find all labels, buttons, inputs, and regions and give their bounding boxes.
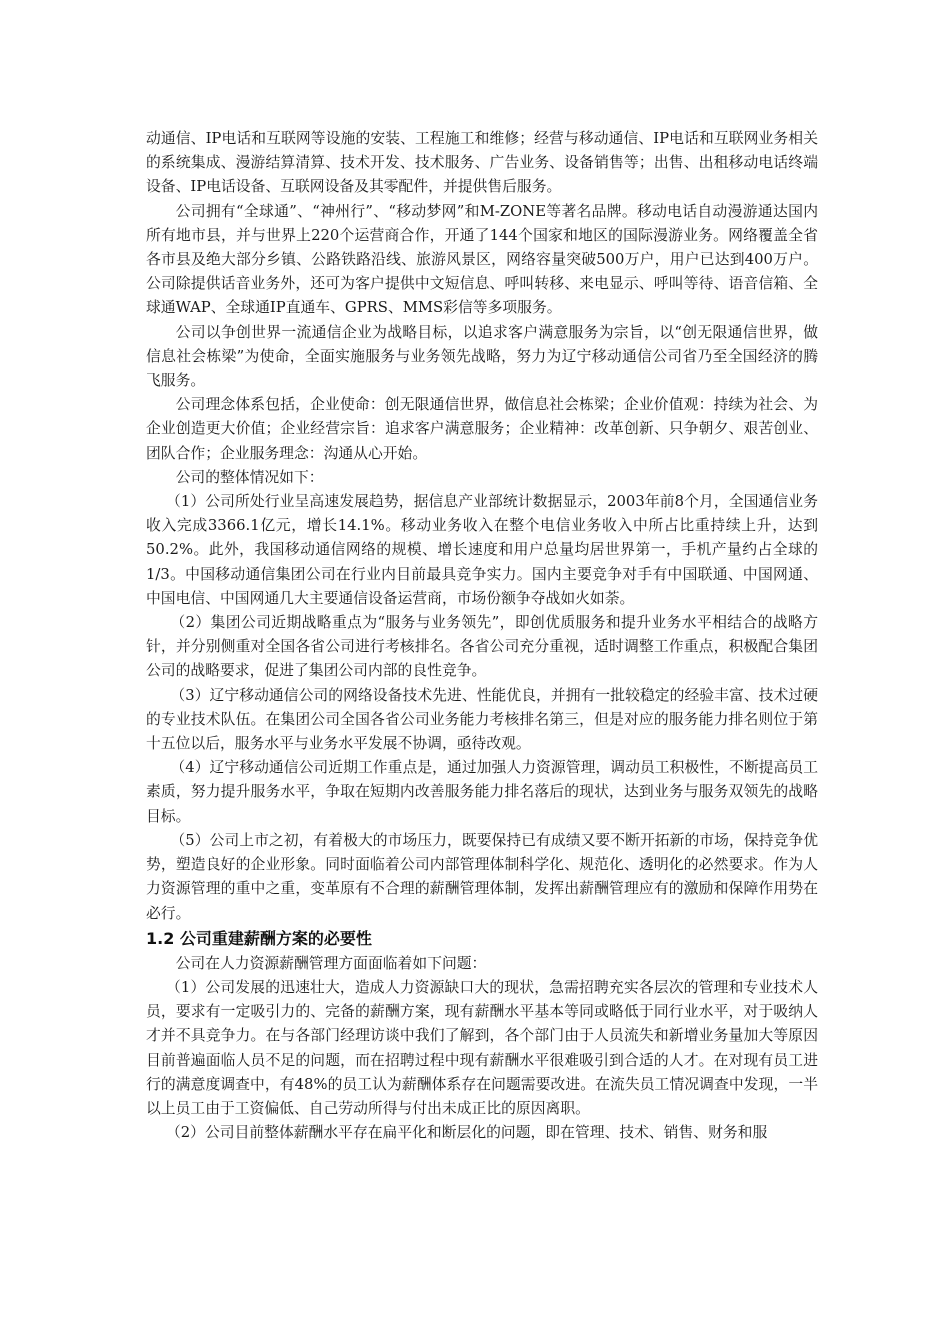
list-item-5: （5）公司上市之初，有着极大的市场压力，既要保持已有成绩又要不断开拓新的市场，保持竞争优势，塑造良好的企业形象。同时面临着公司内部管理体制科学化、规范化、透明化的必然要求。作为人力资源管理的重中之重，变革原有不合理的薪酬管理体制，发挥出薪酬管理应有的激励和保障作用势在必行。 [146, 831, 818, 922]
document-page [146, 127, 818, 1145]
paragraph-problems-intro: 公司在人力资源薪酬管理方面面临着如下问题： [175, 954, 487, 972]
problem-item-1: （1）公司发展的迅速壮大，造成人力资源缺口大的现状，急需招聘充实各层次的管理和专业技术人员，要求有一定吸引力的、完备的薪酬方案，现有薪酬水平基本等同或略低于同行业水平，对于吸纳人才并不具竞争力。在与各部门经理访谈中我们了解到，各个部门由于人员流失和新增业务量加大等原因目前普遍面临人员不足的问题，而在招聘过程中现有薪酬水平很难吸引到合适的人才。在对现有员工进行的满意度调查中，有48%的员工认为薪酬体系存在问题需要改进。在流失员工情况调查中发现，一半以上员工由于工资偏低、自己劳动所得与付出未成正比的原因离职。 [146, 978, 818, 1117]
problem-item-2: （2）公司目前整体薪酬水平存在扁平化和断层化的问题，即在管理、技术、销售、财务和服 [165, 1124, 768, 1142]
paragraph-brands: 公司拥有“全球通”、“神州行”、“移动梦网”和M-ZONE等著名品牌。移动电话自动漫游通达国内所有地市县，并与世界上220个运营商合作，开通了144个国家和地区的国际漫游业务。网络覆盖全省各市县及绝大部分乡镇、公路铁路沿线、旅游风景区，网络容量突破500万户，用户已达到400万户。公司除提供话音业务外，还可为客户提供中文短信息、呼叫转移、来电显示、呼叫等待、语音信箱、全球通WAP、全球通IP直通车、GPRS、MMS彩信等多项服务。 [146, 202, 818, 317]
paragraph-business-scope: 动通信、IP电话和互联网等设施的安装、工程施工和维修；经营与移动通信、IP电话和互联网业务相关的系统集成、漫游结算清算、技术开发、技术服务、广告业务、设备销售等；出售、出租移动电话终端设备、IP电话设备、互联网设备及其零配件，并提供售后服务。 [146, 130, 818, 196]
paragraph-strategy: 公司以争创世界一流通信企业为战略目标，以追求客户满意服务为宗旨，以“创无限通信世界，做信息社会栋梁”为使命，全面实施服务与业务领先战略，努力为辽宁移动通信公司省乃至全国经济的腾飞服务。 [146, 323, 818, 390]
list-item-1: （1）公司所处行业呈高速发展趋势，据信息产业部统计数据显示，2003年前8个月，全国通信业务收入完成3366.1亿元，增长14.1%。移动业务收入在整个电信业务收入中所占比重持续上升，达到50.2%。此外，我国移动通信网络的规模、增长速度和用户总量均居世界第一，手机产量约占全球的1/3。中国移动通信集团公司在行业内目前最具竞争实力。国内主要竞争对手有中国联通、中国网通、中国电信、中国网通几大主要通信设备运营商，市场份额争夺战如火如荼。 [146, 493, 818, 607]
paragraph-philosophy: 公司理念体系包括，企业使命：创无限通信世界，做信息社会栋梁；企业价值观：持续为社会、为企业创造更大价值；企业经营宗旨：追求客户满意服务；企业精神：改革创新、只争朝夕、艰苦创业、团队合作；企业服务理念：沟通从心开始。 [146, 396, 818, 462]
paragraph-overview-intro: 公司的整体情况如下： [175, 468, 324, 486]
section-heading: 1.2 公司重建薪酬方案的必要性 [146, 928, 372, 948]
list-item-3: （3）辽宁移动通信公司的网络设备技术先进、性能优良，并拥有一批较稳定的经验丰富、技术过硬的专业技术队伍。在集团公司全国各省公司业务能力考核排名第三，但是对应的服务能力排名则位于第十五位以后，服务水平与业务水平发展不协调，亟待改观。 [146, 686, 818, 753]
list-item-2: （2）集团公司近期战略重点为“服务与业务领先”，即创优质服务和提升业务水平相结合的战略方针，并分别侧重对全国各省公司进行考核排名。各省公司充分重视，适时调整工作重点，积极配合集团公司的战略要求，促进了集团公司内部的良性竞争。 [146, 614, 818, 680]
list-item-4: （4）辽宁移动通信公司近期工作重点是，通过加强人力资源管理，调动员工积极性，不断提高员工素质，努力提升服务水平，争取在短期内改善服务能力排名落后的现状，达到业务与服务双领先的战略目标。 [146, 759, 818, 825]
